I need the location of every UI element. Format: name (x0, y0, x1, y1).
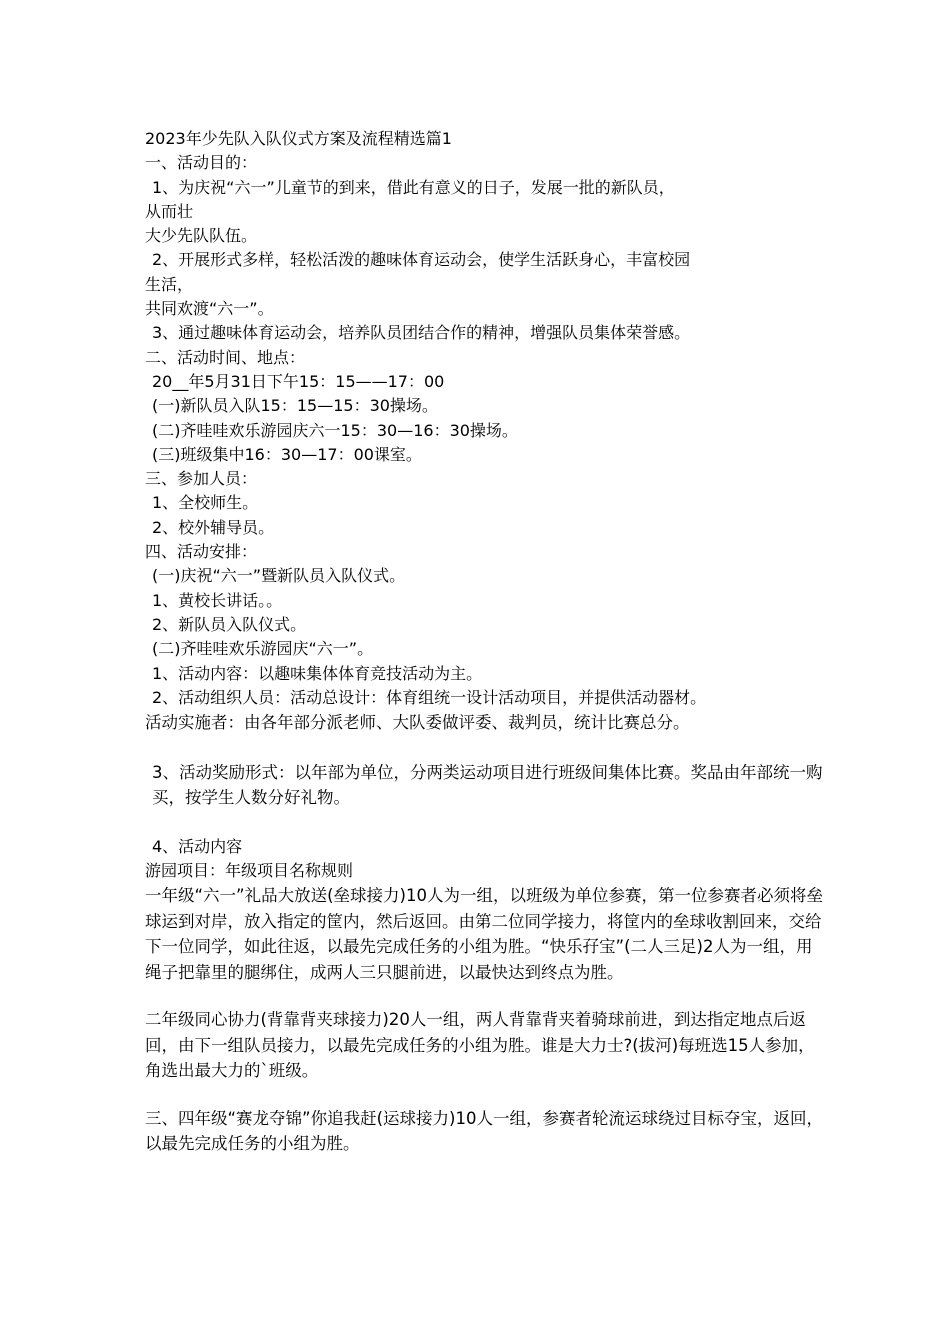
section-heading-participants: 三、参加人员： (145, 469, 258, 489)
spacer (145, 985, 825, 1007)
reward-paragraph: 3、活动奖励形式：以年部为单位，分两类运动项目进行班级间集体比赛。奖品由年部统一购买，按学生人数分好礼物。 (152, 762, 823, 808)
grade-3-4-paragraph: 三、四年级“赛龙夺锦”你追我赶(运球接力)10人一组，参赛者轮流运球绕过目标夺宝，返回，以最先完成任务的小组为胜。 (145, 1108, 823, 1154)
grade-2-paragraph: 二年级同心协力(背靠背夹球接力)20人一组，两人背靠背夹着骑球前进，到达指定地点后返回，由下一组队员接力，以最先完成任务的小组为胜。谁是大力士?(拔河)每班选15人参加，角选出最大力的`班级。 (145, 1010, 815, 1081)
spacer (145, 811, 825, 835)
purpose-item-1-cont: 从而壮 (145, 201, 194, 221)
grade-1-paragraph: 一年级“六一”礼品大放送(垒球接力)10人为一组，以班级为单位参赛，第一位参赛者必须将垒球运到对岸，放入指定的筐内，然后返回。由第二位同学接力，将筐内的垒球收割回来，交给下一位同学，如此往返，以最先完成任务的小组为胜。“快乐孖宝”(二人三足)2人为一组，用绳子把靠里的腿绑住，成两人三只腿前进，以最快达到终点为胜。 (145, 886, 823, 982)
spacer (145, 1084, 825, 1106)
garden-items-header: 游园项目：年级项目名称规则 (145, 860, 354, 880)
document-title: 2023年少先队入队仪式方案及流程精选篇1 (145, 129, 452, 148)
purpose-item-2-cont: 生活， (145, 274, 194, 294)
participant-item-1: 1、全校师生。 (152, 493, 259, 513)
activity-details (145, 710, 825, 835)
time-item-2: (二)齐哇哇欢乐游园庆六一15：30—16：30操场。 (152, 420, 518, 440)
grade-activities (145, 883, 825, 1157)
document-body (145, 127, 825, 1157)
implementers-paragraph: 活动实施者：由各年部分派老师、大队委做评委、裁判员，统计比赛总分。 (145, 713, 690, 733)
time-overall: 20__年5月31日下午15：15——17：00 (152, 371, 445, 391)
spacer (145, 736, 825, 760)
arrangement-part-2-item-1: 1、活动内容：以趣味集体体育竞技活动为主。 (152, 663, 483, 683)
section-heading-arrangement: 四、活动安排： (145, 542, 258, 562)
arrangement-part-2-item-2: 2、活动组织人员：活动总设计：体育组统一设计活动项目，并提供活动器材。 (152, 687, 707, 707)
arrangement-part-2: (二)齐哇哇欢乐游园庆“六一”。 (152, 639, 374, 659)
participant-item-2: 2、校外辅导员。 (152, 517, 275, 537)
purpose-item-3: 3、通过趣味体育运动会，培养队员团结合作的精神，增强队员集体荣誉感。 (152, 323, 691, 343)
arrangement-part-1-item-2: 2、新队员入队仪式。 (152, 614, 307, 634)
section-heading-time-place: 二、活动时间、地点： (145, 347, 306, 367)
time-item-1: (一)新队员入队15：15—15：30操场。 (152, 396, 438, 416)
arrangement-part-1-item-1: 1、黄校长讲话。。 (152, 590, 283, 610)
purpose-item-2: 2、开展形式多样，轻松活泼的趣味体育运动会，使学生活跃身心，丰富校园 (152, 250, 691, 270)
time-item-3: (三)班级集中16：30—17：00课室。 (152, 444, 422, 464)
plan-outline (145, 127, 825, 710)
arrangement-part-1: (一)庆祝“六一”暨新队员入队仪式。 (152, 566, 406, 586)
activity-content-heading: 4、活动内容 (152, 836, 243, 856)
purpose-item-1: 1、为庆祝“六一”儿童节的到来，借此有意义的日子，发展一批的新队员， (152, 177, 675, 197)
activity-content (145, 835, 825, 884)
purpose-item-2-cont2: 共同欢渡“六一”。 (145, 299, 274, 319)
section-heading-purpose: 一、活动目的： (145, 153, 258, 173)
purpose-item-1-cont2: 大少先队队伍。 (145, 226, 258, 246)
